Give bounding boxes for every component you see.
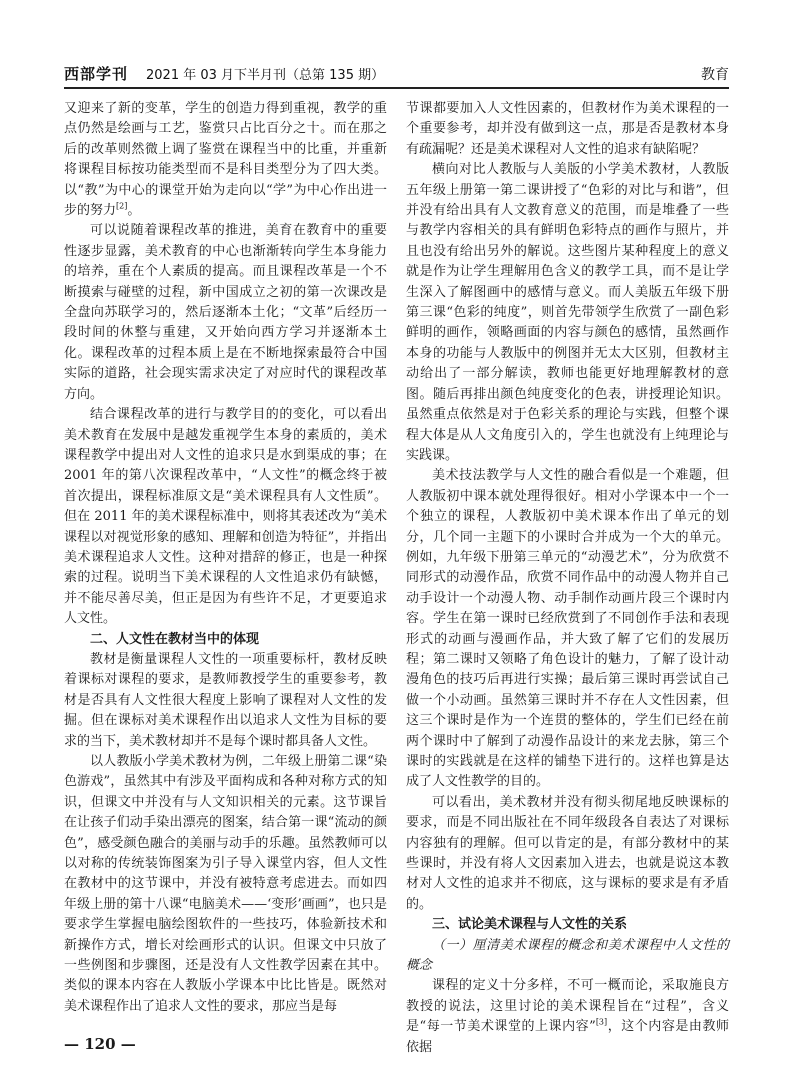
citation: [3]	[595, 1017, 608, 1027]
paragraph: 美术技法教学与人文性的融合看似是一个难题，但人教版初中课本就处理得很好。相对小学课本中一个一个独立的课程，人教版初中美术课本作出了单元的划分，几个同一主题下的小课时合并成为一个大的单元。例如，九年级下册第三单元的“动漫艺术”，分为欣赏不同形式的动漫作品，欣赏不同作品中的动漫人物并自己动手设计一个动漫人物、动手制作动画片段三个课时内容。学生在第一课时已经欣赏到了不同创作手法和表现形式的动画与漫画作品，并大致了解了它们的发展历程；第二课时又领略了角色设计的魅力，了解了设计动漫角色的技巧后再进行实操；最后第三课时再尝试自己做一个小动画。虽然第三课时并不存在人文性因素，但这三个课时是作为一个连贯的整体的，学生们已经在前两个课时中了解到了动漫作品设计的来龙去脉，第三个课时的实践就是在这样的铺垫下进行的。这样也算是达成了人文性教学的目的。	[406, 468, 729, 790]
page-number: — 120 —	[64, 1035, 136, 1053]
paragraph: 教材是衡量课程人文性的一项重要标杆，教材反映着课标对课程的要求，是教师教授学生的重要参考，教材是否具有人文性很大程度上影响了课程对人文性的发掘。但在课标对美术课程作出以追求人文性为目标的要求的当下，美术教材却并不是每个课时都具备人文性。	[64, 651, 387, 749]
issue-info: 2021 年 03 月下半月刊（总第 135 期）	[146, 68, 385, 83]
paragraph: 结合课程改革的进行与教学目的的变化，可以看出美术教育在发展中是越发重视学生本身的素质的，美术课程教学中提出对人文性的追求只是水到渠成的事；在 2001 年的第八次课程改革中，“人文性”的概念终于被首次提出，课程标准原文是“美术课程具有人文性质”。但在 2011 年的美术课程标准中，则将其表述改为“美术课程以对视觉形象的感知、理解和创造为特征”，并指出美术课程追求人文性。这种对措辞的修正，也是一种探索的过程。说明当下美术课程的人文性追求仍有缺憾，并不能尽善尽美，但正是因为有些许不足，才更要追求人文性。	[64, 407, 387, 627]
paragraph: 课程的定义十分多样，不可一概而论，采取施良方教授的说法，这里讨论的美术课程旨在“过程”，含义是“每一节美术课堂的上课内容”[3]，这个内容是由教师依据	[406, 978, 729, 1055]
subsection-heading: （一）厘清美术课程的概念和美术课程中人文性的概念	[406, 937, 729, 974]
section-label: 教育	[701, 67, 729, 83]
paragraph: 横向对比人教版与人美版的小学美术教材，人教版五年级上册第一第二课讲授了“色彩的对比与和谐”，但并没有给出具有人文教育意义的范围，而是堆叠了一些与教学内容相关的具有鲜明色彩特点的画作与照片，并且也没有给出另外的解说。这些图片某种程度上的意义就是作为让学生理解用色含义的教学工具，而不是让学生深入了解图画中的感情与意义。而人美版五年级下册第三课“色彩的纯度”，则首先带领学生欣赏了一副色彩鲜明的画作，领略画面的内容与颜色的感情，虽然画作本身的功能与人教版中的例图并无太大区别，但教材主动给出了一部分解读，教师也能更好地理解教材的意图。随后再排出颜色纯度变化的色表，讲授理论知识。虽然重点依然是对于色彩关系的理论与实践，但整个课程大体是从人文角度引入的，学生也就没有上纯理论与实践课。	[406, 162, 729, 463]
paragraph: 以人教版小学美术教材为例，二年级上册第二课“染色游戏”，虽然其中有涉及平面构成和各种对称方式的知识，但课文中并没有与人文知识相关的元素。这节课旨在让孩子们动手染出漂亮的图案，结合第一课“流动的颜色”，感受颜色融合的美丽与动手的乐趣。虽然教师可以以对称的传统装饰图案为引子导入课堂内容，但人文性在教材中的这节课中，并没有被特意考虑进去。而如四年级上册的第十八课“电脑美术——‘变形’画画”，也只是要求学生掌握电脑绘图软件的一些技巧，体验新技术和新操作方式，增长对绘画形式的认识。但课文中只放了一些例图和步骤图，还是没有人文性教学因素在其中。类似的课本内容在人教版小学课本中比比皆是。既然对美术课程作出了追求人文性的要求，那应当是每	[64, 754, 387, 1014]
paragraph: 可以看出，美术教材并没有彻头彻尾地反映课标的要求，而是不同出版社在不同年级段各自表达了对课标内容独有的理解。但可以肯定的是，有部分教材中的某些课时，并没有将人文因素加入进去，也就是说这本教材对人文性的追求并不彻底，这与课标的要求是有矛盾的。	[406, 794, 729, 912]
page-header	[64, 63, 729, 87]
citation: [2]	[116, 201, 128, 211]
header-rule	[64, 87, 729, 89]
paragraph: 可以说随着课程改革的推进，美育在教育中的重要性逐步显露，美术教育的中心也渐渐转向学生本身能力的培养，重在个人素质的提高。而且课程改革是一个不断摸索与碰壁的过程，新中国成立之初的第一次课改是全盘向苏联学习的，然后逐渐本土化；“文革”后经历一段时间的休整与重建，又开始向西方学习并逐渐本土化。课程改革的过程本质上是在不断地探索最符合中国实际的道路，社会现实需求决定了对应时代的课程改革方向。	[64, 223, 387, 402]
journal-logo: 西部学刊	[64, 65, 129, 83]
right-column	[406, 99, 729, 1058]
paragraph: 又迎来了新的变革，学生的创造力得到重视，教学的重点仍然是绘画与工艺，鉴赏只占比百分之十。而在那之后的改革则然微上调了鉴赏在课程当中的比重，并重新将课程目标按功能类型而不是科目类型分为了四大类。以“教”为中心的课堂开始为走向以“学”为中心作出进一步的努力[2]。	[64, 101, 387, 219]
section-heading: 三、试论美术课程与人文性的关系	[432, 917, 628, 933]
paragraph: 节课都要加入人文性因素的，但教材作为美术课程的一个重要参考，却并没有做到这一点，那是否是教材本身有疏漏呢？还是美术课程对人文性的追求有缺陷呢？	[406, 101, 729, 157]
left-column	[64, 99, 387, 1017]
section-heading: 二、人文性在教材当中的体现	[90, 631, 260, 647]
